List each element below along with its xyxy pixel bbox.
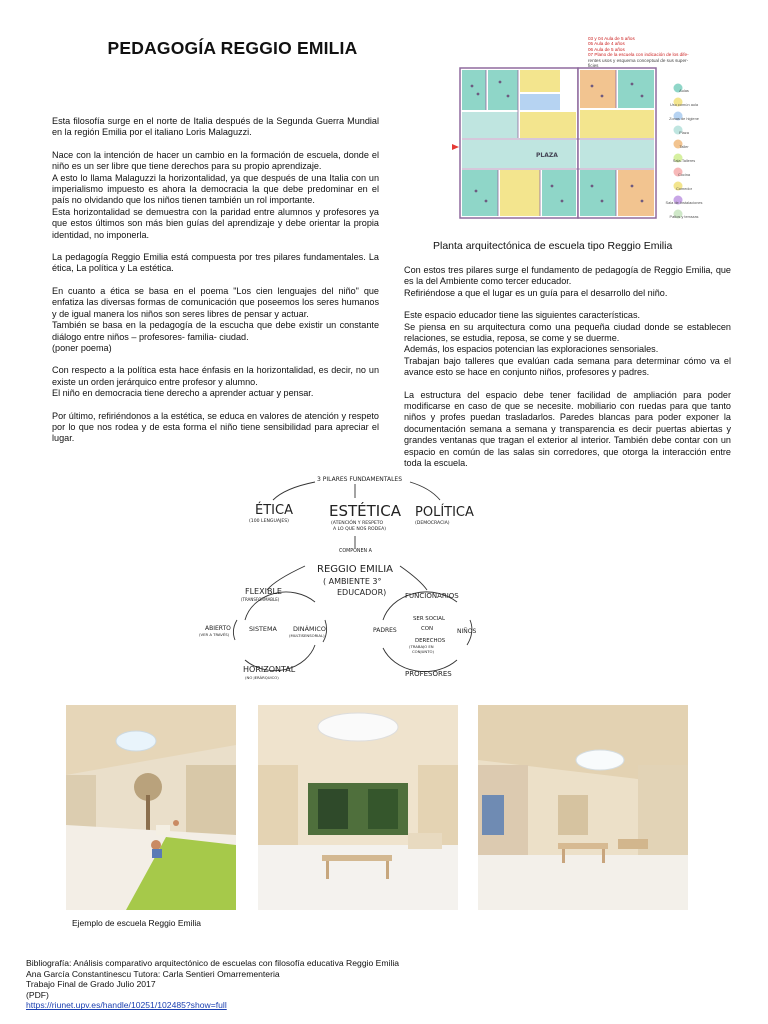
paragraph: Con estos tres pilares surge el fundamento de pedagogía de Reggio Emilia, que es la del Ambiente como tercer educador. (404, 265, 731, 287)
diagram-estetica: ESTÉTICA (329, 502, 401, 520)
diagram-estetica-sub1: (ATENCIÓN Y RESPETO (331, 521, 384, 526)
paragraph: A esto lo llama Malaguzzi la horizontalidad, ya que después de una Italia con un imperialismo impuesto es ahora la democracia la que debe predominar en el país no olvidando que los niños tienen también un rol importante. (52, 172, 379, 206)
legend-note: rentes usos y esquema conceptual de sus super- (588, 57, 689, 63)
diagram-center-sub1: ( AMBIENTE 3° (323, 577, 382, 586)
paragraph: Refiriéndose a que el lugar es un guía para el desarrollo del niño. (404, 287, 668, 298)
paragraph: En cuanto a ética se basa en el poema "Los cien lenguajes del niño" que enfatiza las diversas formas de comunicación que poseemos los seres humanos y de igual manera los niños son seres libres de pensar y actuar. (52, 285, 379, 319)
plan-legend (588, 36, 698, 68)
diagram-funcionarios: FUNCIONARIOS (405, 592, 459, 600)
diagram-dinamico-sub: (MULTISENSORIAL) (289, 633, 325, 638)
diagram-sistema: SISTEMA (249, 625, 277, 633)
classroom-photo-1 (66, 705, 236, 910)
diagram-horizontal: HORIZONTAL (243, 665, 296, 674)
diagram-ser-social: SER SOCIAL (413, 616, 445, 622)
legend-note: 05 Aula de 4 años (588, 41, 625, 47)
paragraph: Por último, refiriéndonos a la estética, se educa en valores de atención y respeto por lo que nos rodea y de esta forma el niño tiene sensibilidad para apreciar el lugar. (52, 410, 379, 444)
diagram-flexible-sub: (TRANSFORMABLE) (241, 597, 280, 602)
photos-caption: Ejemplo de escuela Reggio Emilia (72, 918, 201, 928)
classroom-photo-3 (478, 705, 688, 910)
diagram-profesores: PROFESORES (405, 670, 452, 678)
bibliography-line: Bibliografía: Análisis comparativo arquitectónico de escuelas con filosofía educativa Reggio Emilia (26, 958, 400, 968)
legend-items (662, 84, 706, 224)
diagram-etica: ÉTICA (255, 503, 293, 518)
paragraph: Trabajan bajo talleres que evalúan cada semana para determinar cómo va el avance esto se hace en conjunto niños, profesores y padres. (404, 355, 731, 378)
bibliography-line: (PDF) (26, 989, 49, 1000)
diagram-horizontal-sub: (NO JERÁRQUICO) (245, 675, 279, 680)
diagram-ninos: NIÑOS (457, 628, 477, 635)
legend-item: Taller (679, 144, 689, 149)
diagram-etica-sub: (100 LENGUAJES) (249, 519, 289, 524)
legend-item: Aulas (679, 88, 689, 93)
paragraph: Esta filosofía surge en el norte de Italia después de la Segunda Guerra Mundial en la región Emilia por el italiano Loris Malaguzzi. (52, 116, 379, 138)
paragraph: (poner poema) (52, 342, 112, 353)
diagram-estetica-sub2: A LO QUE NOS RODEA) (333, 527, 387, 532)
legend-note: ficies (588, 63, 599, 69)
paragraph: Esta horizontalidad se demuestra con la paridad entre alumnos y profesores ya que estos últimos son más bien guías del aprendizaje y debe orientar la propia identidad, no imponerla. (52, 206, 379, 240)
legend-note: 07 Plano de la escuela con indicación de los dife- (588, 52, 689, 58)
diagram-componen: COMPONEN A (339, 549, 372, 554)
diagram-derechos: DERECHOS (415, 638, 446, 644)
diagram-politica-sub: (DEMOCRACIA) (415, 521, 450, 526)
concept-diagram (199, 470, 565, 690)
legend-note: 03 y 04 Aula de 5 años (588, 36, 635, 41)
paragraph: También se basa en la pedagogía de la escucha que debe existir un constante diálogo entre niños – profesores- familia- ciudad. (52, 320, 379, 342)
plan-caption: Planta arquitectónica de escuela tipo Reggio Emilia (433, 240, 673, 252)
legend-item: Sala de Instalaciones (665, 200, 703, 205)
diagram-abierto-sub: (VER A TRAVÉS) (199, 632, 230, 637)
right-column (404, 265, 731, 481)
diagram-abierto: ABIERTO (205, 625, 231, 632)
diagram-padres: PADRES (373, 627, 397, 634)
legend-item: Uso común aula (669, 102, 699, 107)
legend-item: Zonas de higiene (669, 116, 699, 121)
paragraph: Se piensa en su arquitectura como una pequeña ciudad donde se establecen relaciones, se estudia, reposa, se come y se duerme. (404, 321, 731, 344)
legend-item: Cocina (677, 172, 691, 177)
paragraph: Este espacio educador tiene las siguientes características. (404, 310, 641, 321)
legend-item: Plaza (679, 130, 689, 135)
paragraph: La pedagogía Reggio Emilia está compuesta por tres pilares fundamentales. La ética, La política y La estética. (52, 252, 379, 274)
diagram-flexible: FLEXIBLE (245, 587, 282, 596)
diagram-conjunto: CONJUNTO) (412, 649, 435, 654)
diagram-center-title: REGGIO EMILIA (317, 564, 394, 575)
legend-item: Patios y terrazas (669, 214, 699, 219)
diagram-top-label: 3 PILARES FUNDAMENTALES (317, 476, 403, 483)
legend-note: 06 Aula de 5 años (588, 46, 625, 52)
diagram-politica: POLÍTICA (415, 505, 474, 520)
paragraph: La estructura del espacio debe tener facilidad de ampliación para poder modificarse en caso de que se necesite. mobiliario con ruedas para que tanto niños y profes puedan trasladarlos. Paredes blancas para poder exponer la documentación semana a semana y transparencia es decir puertas abiertas y grandes ventanas que tragan el exterior al interior. También debe contar con un espacio en común de las salas sin corredores, que otorga la interacción entre toda la escuela. (404, 389, 731, 469)
paragraph: Nace con la intención de hacer un cambio en la formación de escuela, donde el niño es un ser libre que tiene derechos para su propio aprendizaje. (52, 149, 379, 172)
paragraph: Con respecto a la política esta hace énfasis en la horizontalidad, es decir, no un existe un orden jerárquico entre profesor y alumno. (52, 365, 379, 387)
left-column (52, 116, 379, 456)
legend-item: Sala-Talleres (672, 158, 696, 163)
diagram-trabajo: (TRABAJO EN (409, 644, 434, 649)
classroom-photo-2 (258, 705, 458, 910)
diagram-center-sub2: EDUCADOR) (337, 588, 387, 597)
diagram-con: CON (421, 626, 434, 632)
diagram-dinamico: DINÁMICO (293, 625, 326, 633)
entrance-arrow-icon (452, 144, 459, 150)
plaza-label: PLAZA (536, 152, 558, 159)
legend-item: Comedor (675, 186, 692, 191)
paragraph: El niño en democracia tiene derecho a aprender actuar y pensar. (52, 388, 314, 399)
bibliography-line: Ana García Constantinescu Tutora: Carla Sentieri Omarrementeria (26, 968, 280, 979)
page-title: PEDAGOGÍA REGGIO EMILIA (107, 38, 358, 58)
bibliography (26, 958, 399, 1011)
paragraph: Además, los espacios potencian las exploraciones sensoriales. (404, 344, 659, 355)
source-link[interactable]: https://riunet.upv.es/handle/10251/102485?show=full (26, 1000, 227, 1011)
bibliography-line: Trabajo Final de Grado Julio 2017 (26, 979, 156, 990)
